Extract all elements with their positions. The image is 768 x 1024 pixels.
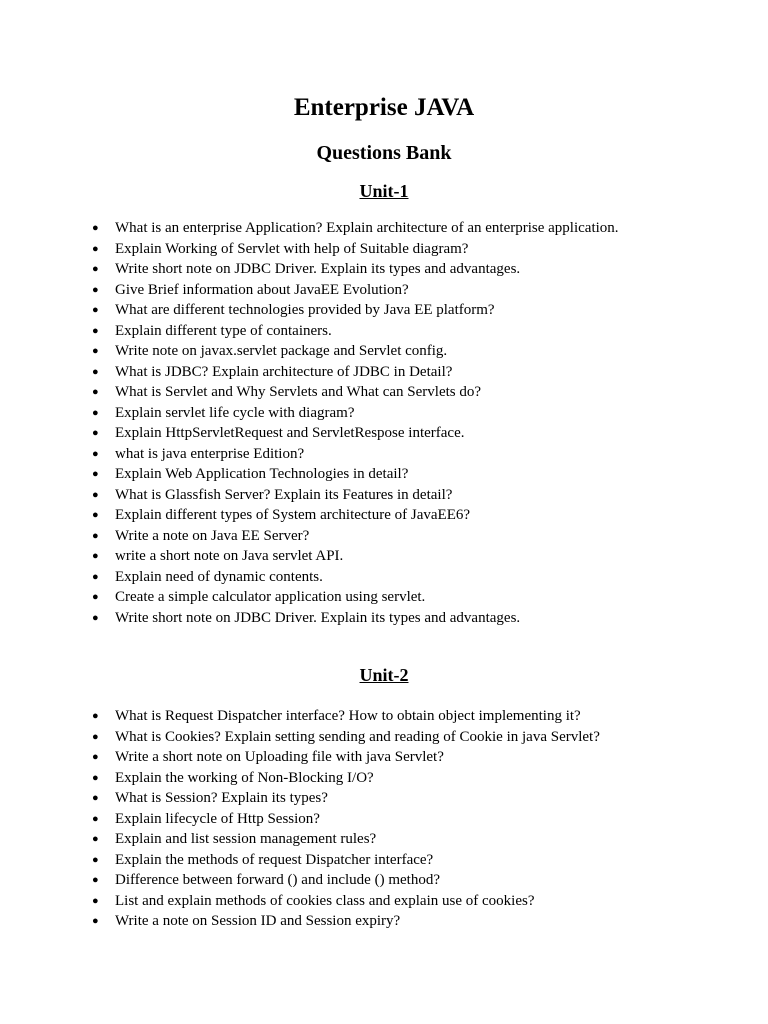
question-text: Write short note on JDBC Driver. Explain its types and advantages. (115, 261, 521, 277)
bullet-icon: ● (92, 447, 99, 460)
question-text: Write short note on JDBC Driver. Explain its types and advantages. (115, 609, 521, 626)
question-text: Explain HttpServletRequest and ServletRespose interface. (115, 425, 465, 441)
question-text: write a short note on Java servlet API. (115, 548, 344, 564)
question-item (0, 280, 720, 301)
question-text: What is an enterprise Application? Explain architecture of an enterprise application. (115, 220, 619, 236)
unit-1-heading: Unit-1 (359, 181, 409, 201)
bullet-icon: ● (92, 853, 99, 866)
bullet-icon: ● (92, 611, 99, 624)
bullet-icon: ● (92, 304, 99, 316)
question-item (0, 321, 720, 342)
bullet-icon: ● (92, 386, 99, 398)
bullet-icon: ● (92, 550, 99, 562)
question-text: Difference between forward () and include () method? (115, 872, 440, 888)
question-text: Explain need of dynamic contents. (115, 568, 323, 585)
bullet-icon: ● (92, 915, 99, 927)
document-subtitle: Questions Bank (316, 142, 452, 164)
bullet-icon: ● (92, 771, 99, 784)
question-text: Create a simple calculator application using servlet. (115, 589, 426, 605)
question-item (0, 747, 720, 768)
question-item (0, 218, 720, 239)
question-text: What is JDBC? Explain architecture of JDBC in Detail? (115, 363, 453, 380)
bullet-icon: ● (92, 591, 99, 603)
bullet-icon: ● (92, 894, 99, 907)
question-item (0, 259, 720, 280)
bullet-icon: ● (92, 710, 99, 722)
question-item (0, 382, 720, 403)
bullet-icon: ● (92, 468, 99, 480)
question-item (0, 485, 720, 506)
question-item (0, 587, 720, 608)
bullet-icon: ● (92, 222, 99, 234)
bullet-icon: ● (92, 283, 99, 296)
question-item (0, 362, 720, 383)
unit-2-question-list (0, 706, 720, 932)
question-item (0, 526, 720, 547)
question-item (0, 567, 720, 588)
question-text: What are different technologies provided by Java EE platform? (115, 302, 495, 318)
bullet-icon: ● (92, 263, 99, 275)
bullet-icon: ● (92, 242, 99, 255)
question-item (0, 239, 720, 260)
question-text: Explain different type of containers. (115, 322, 332, 339)
question-text: Explain Working of Servlet with help of Suitable diagram? (115, 240, 469, 257)
unit-1-question-list (0, 218, 720, 628)
question-item (0, 850, 720, 871)
question-item (0, 546, 720, 567)
question-text: Explain different types of System architecture of JavaEE6? (115, 507, 471, 523)
question-text: Explain the working of Non-Blocking I/O? (115, 769, 374, 786)
bullet-icon: ● (92, 570, 99, 583)
question-item (0, 403, 720, 424)
question-item (0, 300, 720, 321)
question-item (0, 608, 720, 629)
question-text: What is Session? Explain its types? (115, 790, 328, 806)
question-text: Give Brief information about JavaEE Evolution? (115, 281, 409, 298)
question-item (0, 891, 720, 912)
document-title: Enterprise JAVA (293, 94, 475, 121)
bullet-icon: ● (92, 730, 99, 743)
question-item (0, 444, 720, 465)
question-item (0, 788, 720, 809)
question-item (0, 911, 720, 932)
bullet-icon: ● (92, 874, 99, 886)
bullet-icon: ● (92, 529, 99, 542)
question-text: what is java enterprise Edition? (115, 445, 305, 462)
question-text: What is Request Dispatcher interface? How to obtain object implementing it? (115, 708, 581, 724)
question-text: What is Servlet and Why Servlets and What can Servlets do? (115, 384, 482, 400)
question-text: Explain Web Application Technologies in detail? (115, 466, 409, 482)
question-item (0, 505, 720, 526)
question-item (0, 706, 720, 727)
question-item (0, 341, 720, 362)
question-text: Write note on javax.servlet package and Servlet config. (115, 343, 448, 359)
question-item (0, 464, 720, 485)
question-text: List and explain methods of cookies class and explain use of cookies? (115, 892, 535, 909)
question-item (0, 768, 720, 789)
unit-2-heading: Unit-2 (359, 665, 409, 685)
bullet-icon: ● (92, 406, 99, 419)
question-text: Explain and list session management rules? (115, 831, 377, 847)
bullet-icon: ● (92, 812, 99, 825)
bullet-icon: ● (92, 488, 99, 501)
bullet-icon: ● (92, 792, 99, 804)
bullet-icon: ● (92, 427, 99, 439)
question-item (0, 809, 720, 830)
question-item (0, 727, 720, 748)
question-item (0, 870, 720, 891)
bullet-icon: ● (92, 509, 99, 521)
question-item (0, 423, 720, 444)
bullet-icon: ● (92, 345, 99, 357)
bullet-icon: ● (92, 324, 99, 337)
bullet-icon: ● (92, 833, 99, 845)
question-text: What is Cookies? Explain setting sending and reading of Cookie in java Servlet? (115, 728, 600, 745)
question-text: Write a note on Session ID and Session expiry? (115, 913, 401, 929)
question-text: Write a short note on Uploading file with java Servlet? (115, 749, 444, 765)
question-text: Explain lifecycle of Http Session? (115, 810, 320, 827)
question-text: Write a note on Java EE Server? (115, 527, 310, 544)
bullet-icon: ● (92, 751, 99, 763)
question-text: Explain the methods of request Dispatcher interface? (115, 851, 434, 868)
question-text: What is Glassfish Server? Explain its Features in detail? (115, 486, 453, 503)
question-item (0, 829, 720, 850)
question-text: Explain servlet life cycle with diagram? (115, 404, 355, 421)
bullet-icon: ● (92, 365, 99, 378)
